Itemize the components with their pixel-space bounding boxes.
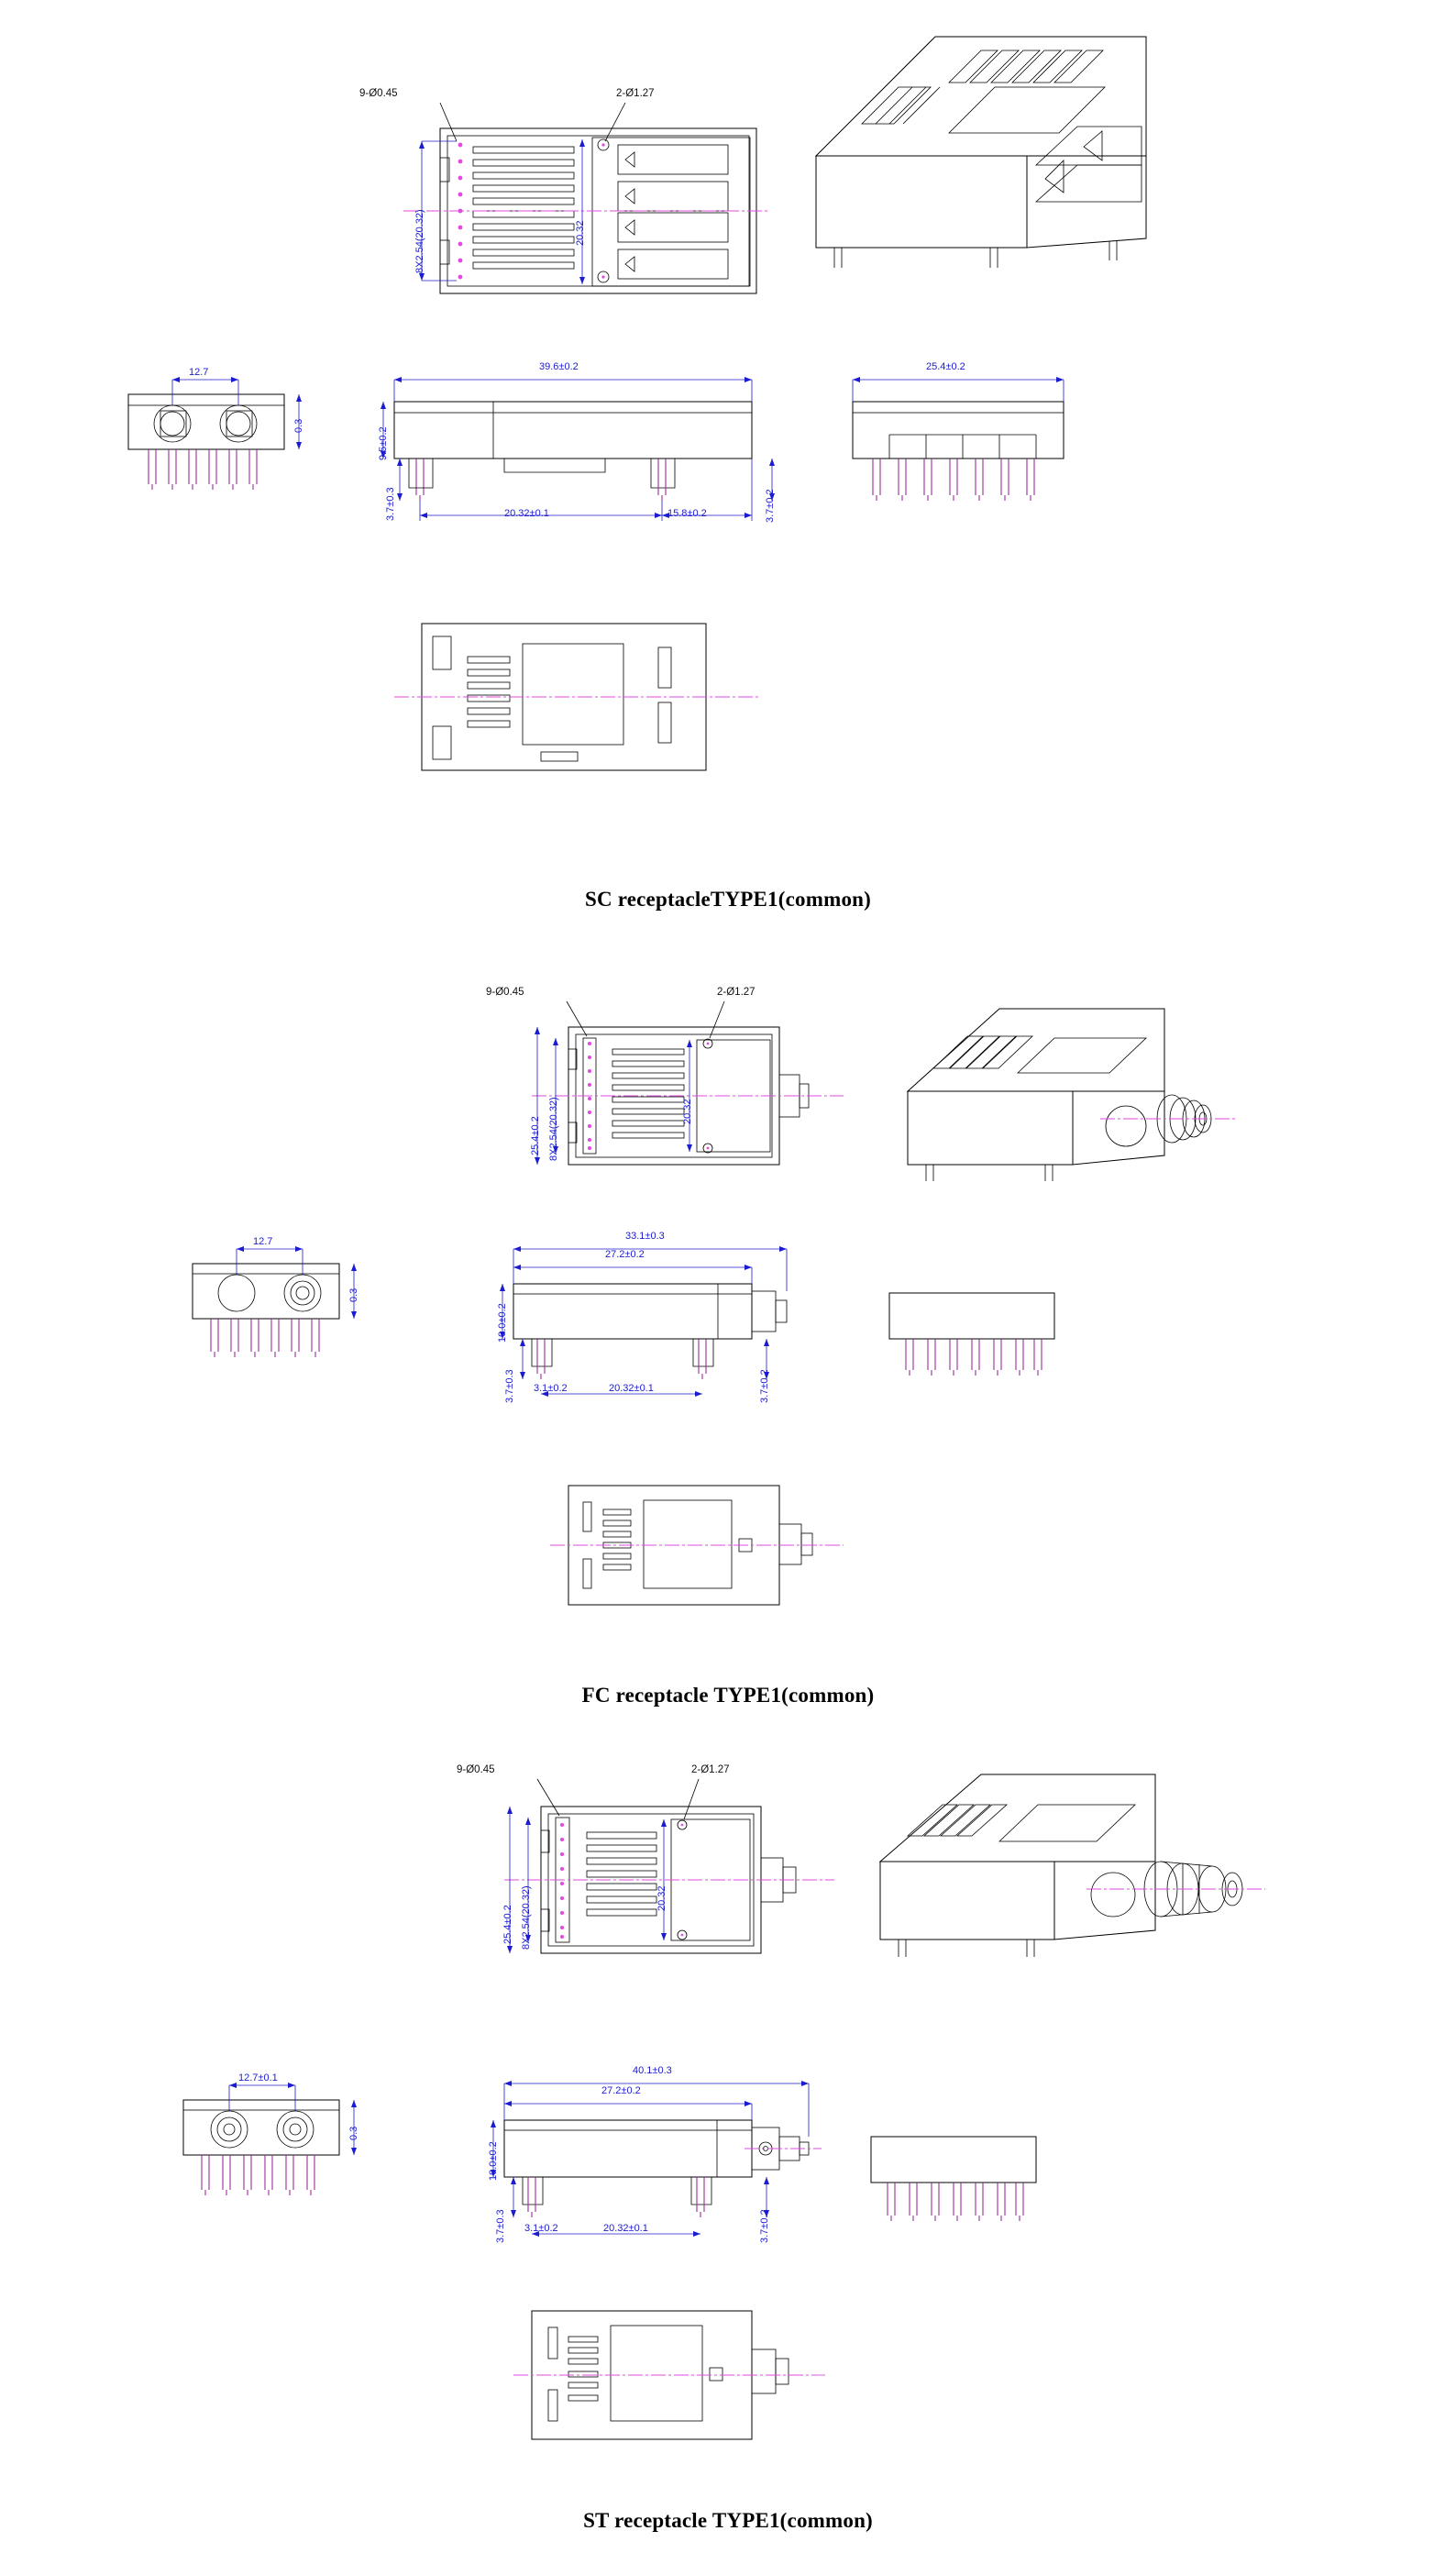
sc-caption: SC receptacleTYPE1(common) <box>584 888 871 911</box>
fc-dim-length: 33.1±0.3 <box>625 1231 665 1242</box>
st-left-side-view <box>165 2072 403 2247</box>
sc-right-side-view <box>825 358 1100 541</box>
fc-dim-a: 3.1±0.2 <box>534 1383 568 1394</box>
sc-dim-body-height: 9.5±0.2 <box>378 426 389 460</box>
st-dim-width: 25.4±0.2 <box>502 1905 513 1944</box>
fc-dim-length-body: 27.2±0.2 <box>605 1249 645 1260</box>
fc-label-holes: 9-Ø0.45 <box>486 987 524 998</box>
st-dim-pin-right: 3.7±0.2 <box>759 2209 770 2243</box>
st-dim-pin-pitch: 8X2.54(20.32) <box>521 1885 532 1950</box>
st-right-side-view <box>853 2100 1091 2247</box>
fc-dim-inner-width: 20.32 <box>682 1099 693 1124</box>
sc-dim-pin-right: 3.7±0.2 <box>765 489 776 523</box>
st-caption: ST receptacle TYPE1(common) <box>583 2509 873 2532</box>
fc-right-side-view <box>871 1256 1109 1403</box>
fc-left-side-view <box>174 1238 403 1403</box>
fc-label-mount-holes: 2-Ø1.27 <box>717 987 756 998</box>
fc-caption: FC receptacle TYPE1(common) <box>581 1684 875 1707</box>
st-dim-a: 3.1±0.2 <box>524 2223 558 2234</box>
st-top-view <box>457 1764 871 1981</box>
section-st <box>0 1733 1456 2558</box>
section-sc <box>0 0 1456 926</box>
st-bottom-view <box>513 2293 844 2467</box>
sc-dim-pin-left: 3.7±0.3 <box>385 487 396 521</box>
sc-dim-length: 39.6±0.2 <box>539 361 579 372</box>
st-dim-side-height: 0.3 <box>348 2126 359 2140</box>
sc-label-mount-holes: 2-Ø1.27 <box>616 88 655 99</box>
sc-left-side-view <box>110 367 348 541</box>
st-dim-length: 40.1±0.3 <box>633 2065 672 2076</box>
st-dim-body-height: 10.0±0.2 <box>488 2141 499 2181</box>
fc-dim-width: 25.4±0.2 <box>530 1116 541 1155</box>
fc-dim-body-height: 10.0±0.2 <box>497 1303 508 1343</box>
st-label-mount-holes: 2-Ø1.27 <box>691 1764 730 1775</box>
fc-dim-pin-right: 3.7±0.2 <box>759 1369 770 1403</box>
st-isometric-view <box>853 1752 1293 2008</box>
fc-isometric-view <box>880 990 1265 1210</box>
st-label-holes: 9-Ø0.45 <box>457 1764 495 1775</box>
fc-bottom-view <box>550 1467 862 1632</box>
fc-front-view <box>495 1229 825 1431</box>
st-dim-inner-width: 20.32 <box>656 1885 667 1911</box>
sc-dim-pin-pitch: 8X2.54(20.32) <box>414 209 425 273</box>
sc-dim-b: 15.8±0.2 <box>667 508 707 519</box>
section-fc <box>0 954 1456 1724</box>
sc-label-holes: 9-Ø0.45 <box>359 88 398 99</box>
fc-dim-b: 20.32±0.1 <box>609 1383 654 1394</box>
sc-isometric-view <box>761 18 1219 321</box>
sc-dim-a: 20.32±0.1 <box>504 508 549 519</box>
fc-dim-side-pitch: 12.7 <box>253 1236 273 1247</box>
fc-dim-side-height: 0.3 <box>348 1288 359 1302</box>
fc-dim-pin-pitch: 8X2.54(20.32) <box>548 1097 559 1161</box>
st-dim-side-pitch: 12.7±0.1 <box>238 2072 278 2083</box>
sc-dim-inner-width: 20.32 <box>575 220 586 246</box>
sc-dim-width: 25.4±0.2 <box>926 361 965 372</box>
fc-top-view <box>486 987 880 1192</box>
st-dim-pin-left: 3.7±0.3 <box>495 2209 506 2243</box>
sc-bottom-view <box>394 605 761 789</box>
st-dim-length-body: 27.2±0.2 <box>601 2085 641 2096</box>
st-dim-b: 20.32±0.1 <box>603 2223 648 2234</box>
sc-dim-side-pitch: 12.7 <box>189 367 209 378</box>
sc-front-view <box>376 358 798 569</box>
st-front-view <box>486 2063 853 2274</box>
sc-dim-side-height: 0.3 <box>293 418 304 433</box>
fc-dim-pin-left: 3.7±0.3 <box>504 1369 515 1403</box>
sc-top-view <box>359 88 770 312</box>
